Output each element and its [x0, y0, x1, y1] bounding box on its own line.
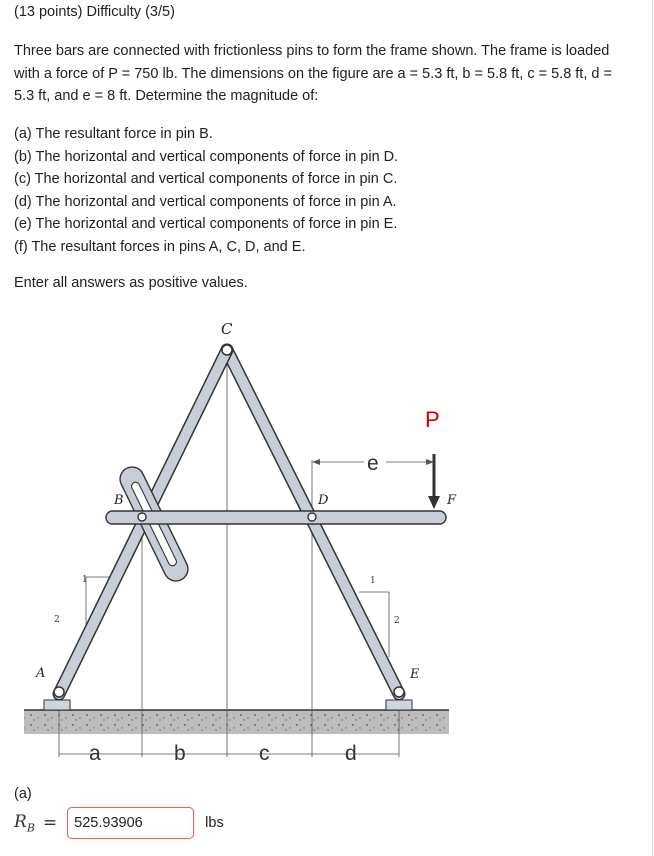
ground	[24, 710, 449, 734]
part-item: (c) The horizontal and vertical components of force in pin C.	[14, 171, 398, 187]
label-dim-a: a	[89, 742, 101, 765]
problem-statement: Three bars are connected with frictionless pins to form the frame shown. The frame is loaded with a force of P = 750 lb. The dimensions on the figure are a = 5.3 ft, b = 5.8 ft, c = 5.8 ft, d = 5.3 ft, and e = 8 ft. Determine the magnitude of:	[14, 43, 612, 104]
dimension-e-arrow-left	[312, 459, 320, 465]
pin-c	[222, 345, 232, 355]
frame-diagram	[14, 312, 463, 769]
label-slope-left-run: 1	[82, 575, 88, 585]
part-item: (f) The resultant forces in pins A, C, D, and E.	[14, 238, 306, 255]
support-a	[44, 700, 70, 710]
answer-units: lbs	[205, 815, 224, 831]
answer-symbol-letter: R	[14, 811, 27, 832]
pin-a	[54, 687, 64, 697]
part-item: (d) The horizontal and vertical components of force in pin A.	[14, 193, 397, 210]
label-dim-c: c	[259, 742, 270, 765]
pin-d	[308, 513, 316, 521]
label-dim-d: d	[345, 742, 357, 765]
equals-sign: =	[42, 813, 58, 833]
pin-e	[394, 687, 404, 697]
bar-bdf	[106, 511, 446, 524]
label-b: B	[114, 493, 124, 508]
parts-list	[14, 123, 398, 258]
label-e-pin: E	[410, 667, 420, 682]
part-item: (a) The resultant force in pin B.	[14, 126, 213, 142]
part-item: (e) The horizontal and vertical components of force in pin E.	[14, 216, 398, 232]
label-d: D	[318, 493, 329, 508]
label-slope-left-rise: 2	[54, 615, 60, 625]
answer-subscript: B	[26, 821, 35, 835]
answer-row	[14, 806, 224, 840]
answer-part-label: (a)	[14, 786, 32, 802]
pin-b	[138, 513, 146, 521]
part-item: (b) The horizontal and vertical components of force in pin D.	[14, 148, 399, 165]
answer-input-rb[interactable]	[67, 807, 194, 839]
label-e-dim: e	[367, 452, 379, 475]
support-e	[386, 700, 412, 710]
label-c: C	[221, 320, 233, 338]
question-header: (13 points) Difficulty (3/5)	[14, 4, 175, 20]
label-f: F	[447, 493, 457, 508]
label-a: A	[36, 666, 46, 681]
answer-symbol	[14, 812, 35, 834]
label-dim-b: b	[174, 742, 186, 765]
force-arrow-head	[428, 496, 440, 509]
answer-note: Enter all answers as positive values.	[14, 275, 248, 291]
label-slope-right-run: 1	[370, 576, 376, 586]
label-p: P	[425, 407, 440, 432]
label-slope-right-rise: 2	[394, 616, 400, 626]
